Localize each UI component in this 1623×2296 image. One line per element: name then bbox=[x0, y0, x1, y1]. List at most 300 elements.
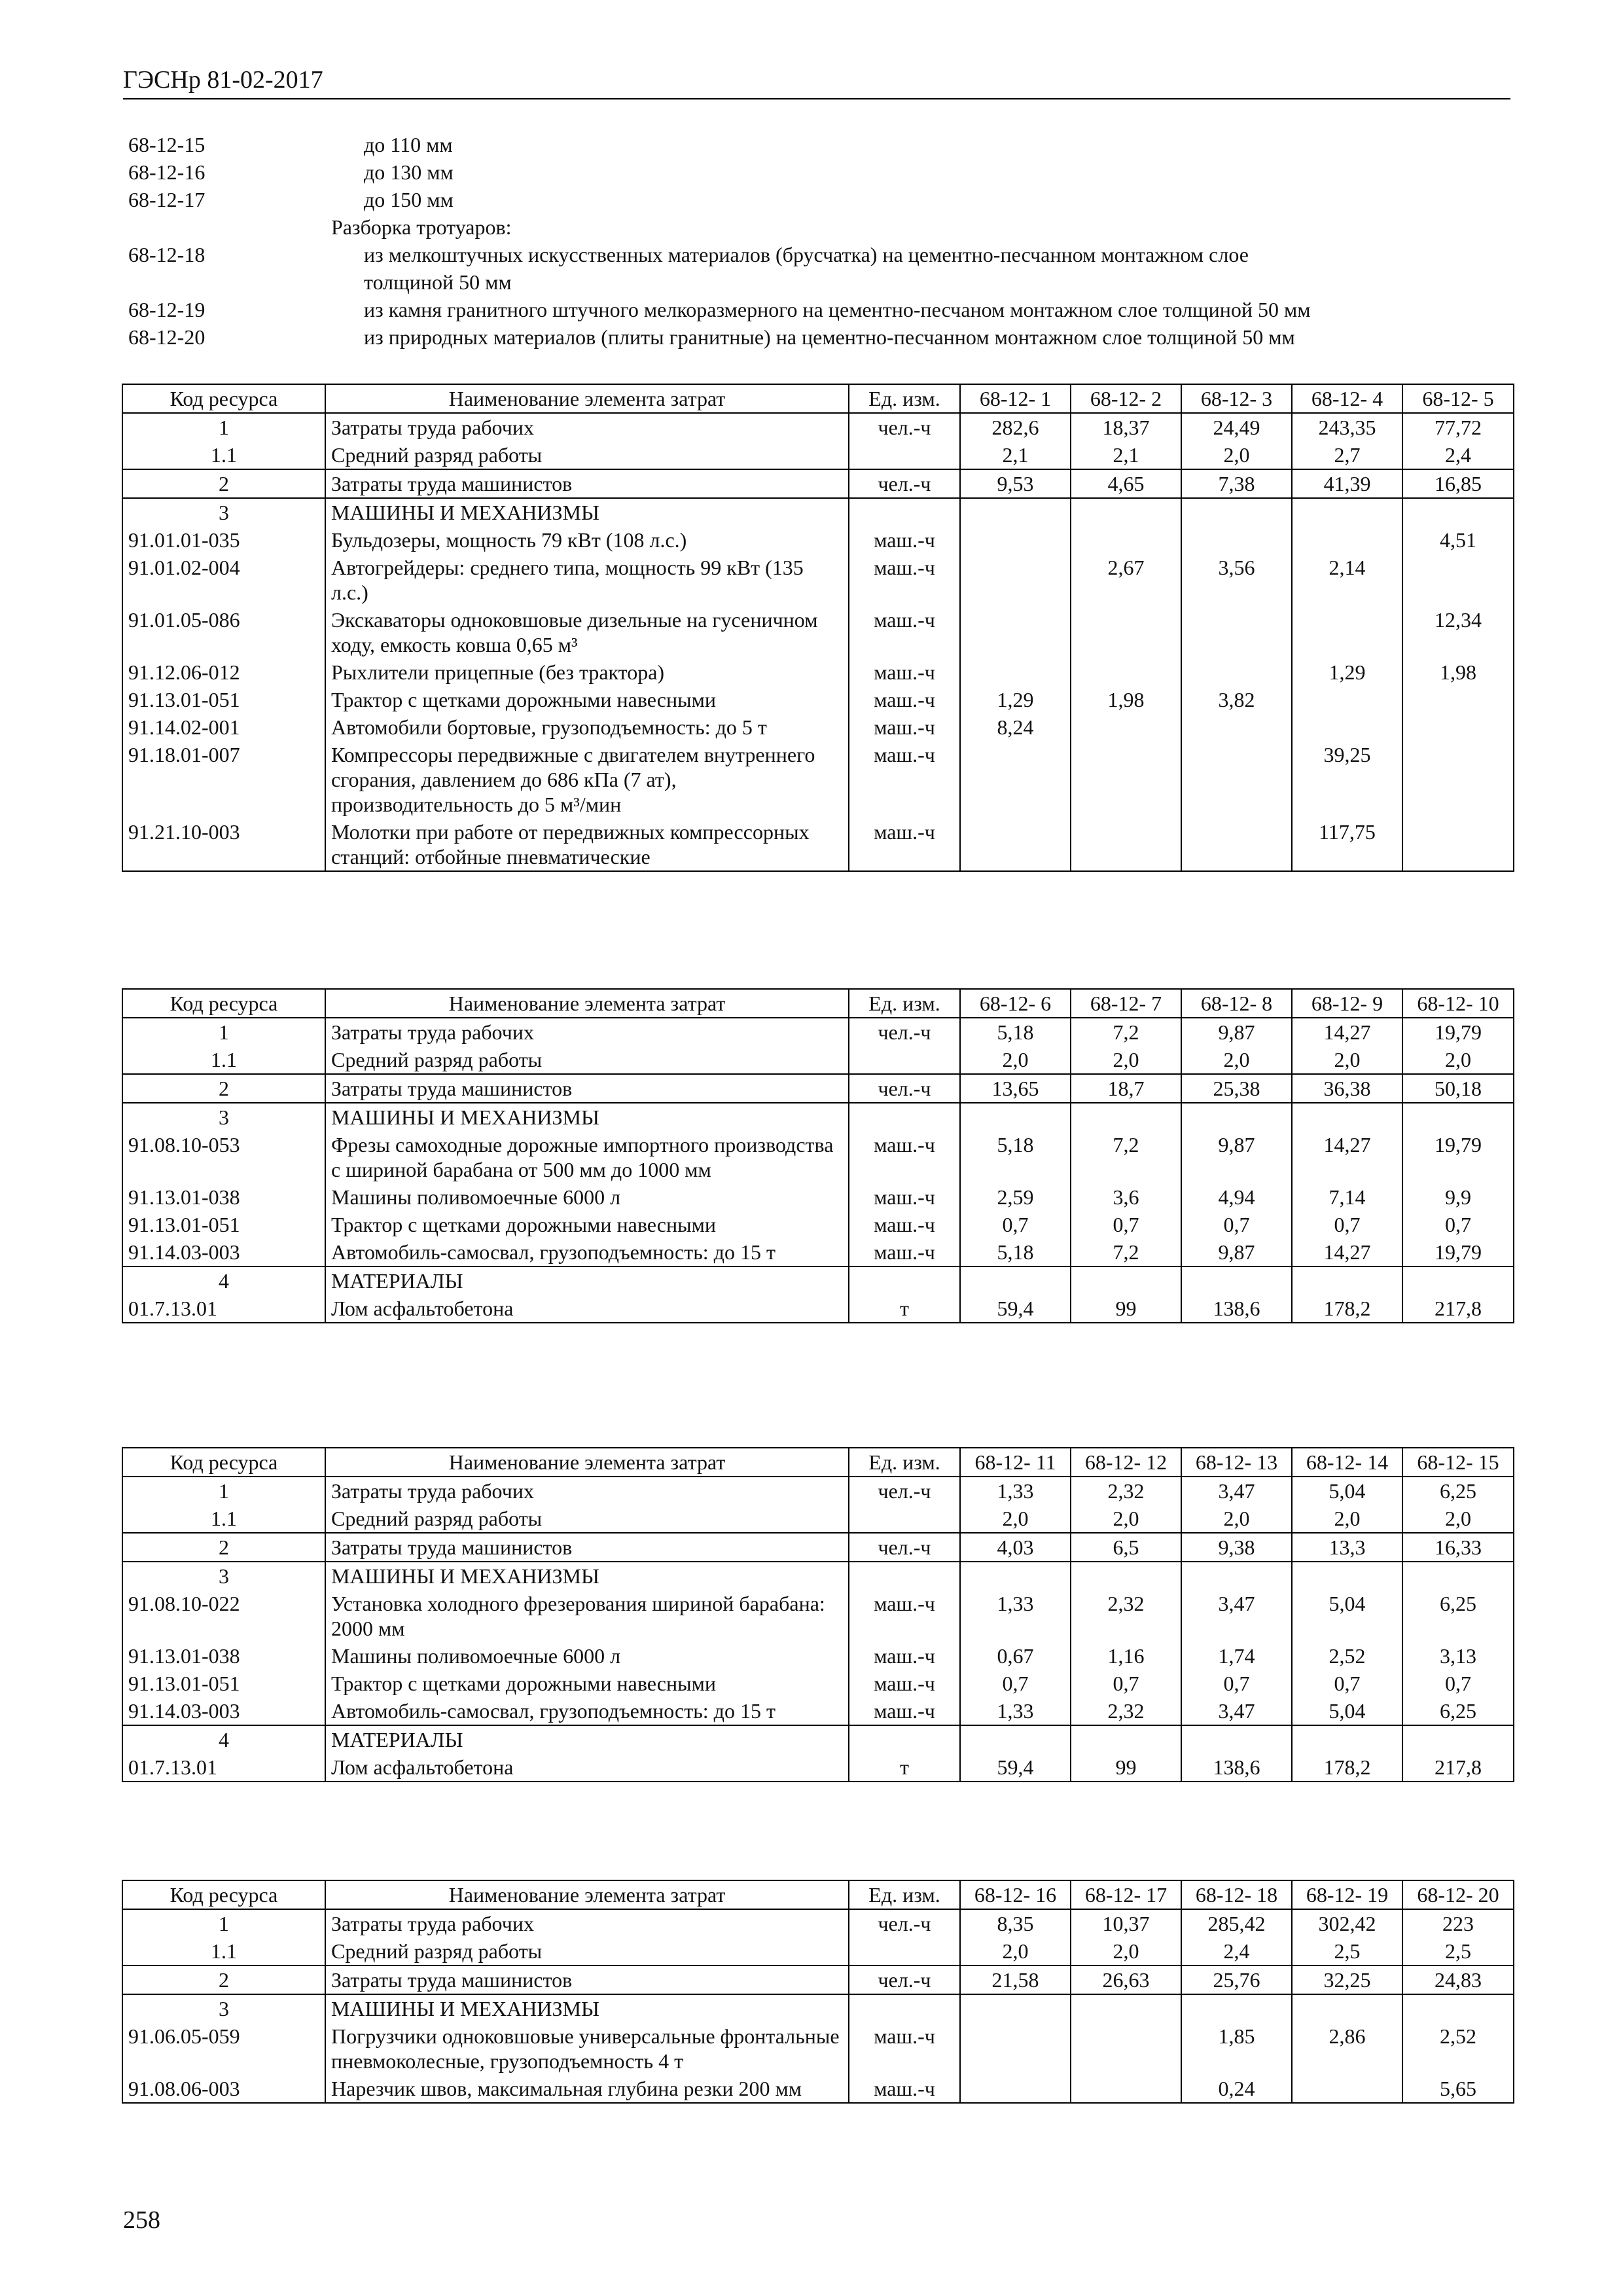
norm-value bbox=[1071, 1725, 1181, 1753]
norm-value: 13,3 bbox=[1292, 1533, 1402, 1562]
header-code: Код ресурса bbox=[122, 384, 325, 413]
resource-code: 91.12.06-012 bbox=[122, 658, 325, 686]
norm-value bbox=[1181, 1562, 1292, 1590]
norm-value: 14,27 bbox=[1292, 1238, 1402, 1266]
norm-value: 282,6 bbox=[960, 413, 1071, 441]
norm-value bbox=[1402, 713, 1514, 741]
resource-code: 91.08.10-053 bbox=[122, 1131, 325, 1183]
unit: т bbox=[849, 1753, 960, 1782]
table-row bbox=[122, 1642, 1514, 1670]
resource-name: Затраты труда рабочих bbox=[325, 1477, 849, 1505]
norm-value bbox=[960, 658, 1071, 686]
norm-value bbox=[960, 2075, 1071, 2103]
resource-name: Затраты труда рабочих bbox=[325, 1909, 849, 1937]
norm-value: 2,52 bbox=[1292, 1642, 1402, 1670]
table-row bbox=[122, 1753, 1514, 1782]
norm-value: 99 bbox=[1071, 1295, 1181, 1323]
table-row bbox=[122, 713, 1514, 741]
resource-name: Затраты труда машинистов bbox=[325, 1965, 849, 1994]
norm-value bbox=[1181, 1103, 1292, 1131]
table-row bbox=[122, 606, 1514, 658]
resource-name: Затраты труда рабочих bbox=[325, 1018, 849, 1046]
table-row bbox=[122, 1266, 1514, 1295]
norm-value: 1,29 bbox=[960, 686, 1071, 713]
norm-value: 2,32 bbox=[1071, 1477, 1181, 1505]
norm-value: 138,6 bbox=[1181, 1753, 1292, 1782]
resource-name: Автомобиль-самосвал, грузоподъемность: до 15 т bbox=[325, 1697, 849, 1725]
norm-value bbox=[1181, 658, 1292, 686]
norm-value: 7,38 bbox=[1181, 469, 1292, 498]
norm-value: 2,32 bbox=[1071, 1697, 1181, 1725]
intro-code: 68-12-16 bbox=[128, 160, 205, 184]
table-row bbox=[122, 1046, 1514, 1074]
header-norm-code: 68-12- 12 bbox=[1071, 1448, 1181, 1477]
norm-value: 1,85 bbox=[1181, 2022, 1292, 2075]
table-row bbox=[122, 2075, 1514, 2103]
header-norm-code: 68-12- 11 bbox=[960, 1448, 1071, 1477]
header-norm-code: 68-12- 1 bbox=[960, 384, 1071, 413]
resource-code: 91.13.01-051 bbox=[122, 1211, 325, 1238]
resource-code: 91.01.01-035 bbox=[122, 526, 325, 554]
unit: маш.-ч bbox=[849, 606, 960, 658]
resource-code: 91.13.01-038 bbox=[122, 1183, 325, 1211]
table-row bbox=[122, 1909, 1514, 1937]
unit bbox=[849, 1725, 960, 1753]
unit bbox=[849, 1562, 960, 1590]
header-norm-code: 68-12- 18 bbox=[1181, 1880, 1292, 1909]
header-name: Наименование элемента затрат bbox=[325, 1880, 849, 1909]
resource-code: 91.18.01-007 bbox=[122, 741, 325, 818]
norm-value: 2,4 bbox=[1402, 441, 1514, 469]
table-row bbox=[122, 526, 1514, 554]
table-row bbox=[122, 741, 1514, 818]
unit: чел.-ч bbox=[849, 1018, 960, 1046]
norm-value bbox=[1402, 554, 1514, 606]
norm-value: 25,38 bbox=[1181, 1074, 1292, 1103]
resource-table-2 bbox=[122, 988, 1514, 1323]
resource-table-4 bbox=[122, 1880, 1514, 2104]
norm-value: 19,79 bbox=[1402, 1131, 1514, 1183]
resource-table-1 bbox=[122, 384, 1514, 872]
unit: маш.-ч bbox=[849, 2022, 960, 2075]
table-row bbox=[122, 1533, 1514, 1562]
resource-name: Трактор с щетками дорожными навесными bbox=[325, 1211, 849, 1238]
norm-value bbox=[1181, 1994, 1292, 2022]
resource-name: Затраты труда машинистов bbox=[325, 469, 849, 498]
norm-value: 2,1 bbox=[1071, 441, 1181, 469]
norm-value: 2,0 bbox=[960, 1937, 1071, 1965]
norm-value bbox=[1181, 606, 1292, 658]
norm-value: 50,18 bbox=[1402, 1074, 1514, 1103]
norm-value: 178,2 bbox=[1292, 1753, 1402, 1782]
resource-name: Установка холодного фрезерования шириной барабана: 2000 мм bbox=[325, 1590, 849, 1642]
norm-value bbox=[960, 554, 1071, 606]
resource-code: 91.06.05-059 bbox=[122, 2022, 325, 2075]
resource-name: Лом асфальтобетона bbox=[325, 1295, 849, 1323]
table-row bbox=[122, 1562, 1514, 1590]
norm-value: 7,14 bbox=[1292, 1183, 1402, 1211]
norm-value: 2,86 bbox=[1292, 2022, 1402, 2075]
resource-name: Автомобиль-самосвал, грузоподъемность: до 15 т bbox=[325, 1238, 849, 1266]
norm-value: 1,98 bbox=[1071, 686, 1181, 713]
norm-value: 1,74 bbox=[1181, 1642, 1292, 1670]
table-row bbox=[122, 1937, 1514, 1965]
norm-value bbox=[1292, 498, 1402, 526]
norm-value: 178,2 bbox=[1292, 1295, 1402, 1323]
norm-value: 14,27 bbox=[1292, 1018, 1402, 1046]
norm-value: 32,25 bbox=[1292, 1965, 1402, 1994]
header-norm-code: 68-12- 2 bbox=[1071, 384, 1181, 413]
norm-value bbox=[1071, 741, 1181, 818]
norm-value: 8,24 bbox=[960, 713, 1071, 741]
intro-item bbox=[128, 131, 1522, 158]
resource-name: Бульдозеры, мощность 79 кВт (108 л.с.) bbox=[325, 526, 849, 554]
norm-value bbox=[1071, 526, 1181, 554]
resource-name: МАТЕРИАЛЫ bbox=[325, 1725, 849, 1753]
resource-code: 3 bbox=[122, 1103, 325, 1131]
resource-name: МАШИНЫ И МЕХАНИЗМЫ bbox=[325, 1103, 849, 1131]
resource-code: 1.1 bbox=[122, 1505, 325, 1533]
intro-text: до 130 мм bbox=[364, 160, 454, 184]
norm-value: 1,16 bbox=[1071, 1642, 1181, 1670]
intro-item bbox=[128, 186, 1522, 213]
norm-value: 5,18 bbox=[960, 1131, 1071, 1183]
resource-name: МАШИНЫ И МЕХАНИЗМЫ bbox=[325, 1994, 849, 2022]
unit: чел.-ч bbox=[849, 1909, 960, 1937]
norm-value bbox=[1402, 1725, 1514, 1753]
resource-name: Затраты труда машинистов bbox=[325, 1074, 849, 1103]
norm-value: 9,53 bbox=[960, 469, 1071, 498]
norm-value: 2,14 bbox=[1292, 554, 1402, 606]
unit: маш.-ч bbox=[849, 1697, 960, 1725]
unit: маш.-ч bbox=[849, 1238, 960, 1266]
norm-value bbox=[1292, 526, 1402, 554]
resource-code: 2 bbox=[122, 1074, 325, 1103]
header-code: Код ресурса bbox=[122, 989, 325, 1018]
norm-value: 18,37 bbox=[1071, 413, 1181, 441]
norm-value: 99 bbox=[1071, 1753, 1181, 1782]
norm-value: 7,2 bbox=[1071, 1018, 1181, 1046]
norm-value: 0,7 bbox=[1292, 1211, 1402, 1238]
norm-value: 0,7 bbox=[1292, 1670, 1402, 1697]
norm-value: 18,7 bbox=[1071, 1074, 1181, 1103]
norm-value: 24,49 bbox=[1181, 413, 1292, 441]
unit: маш.-ч bbox=[849, 526, 960, 554]
unit: т bbox=[849, 1295, 960, 1323]
norm-value: 59,4 bbox=[960, 1295, 1071, 1323]
norm-value: 2,7 bbox=[1292, 441, 1402, 469]
norm-value: 5,04 bbox=[1292, 1477, 1402, 1505]
intro-text: до 110 мм bbox=[364, 133, 453, 156]
norm-value bbox=[1071, 498, 1181, 526]
resource-name: Средний разряд работы bbox=[325, 1937, 849, 1965]
resource-code: 2 bbox=[122, 469, 325, 498]
norm-value bbox=[1292, 1725, 1402, 1753]
norm-value: 8,35 bbox=[960, 1909, 1071, 1937]
header-name: Наименование элемента затрат bbox=[325, 989, 849, 1018]
norm-value: 1,98 bbox=[1402, 658, 1514, 686]
unit: маш.-ч bbox=[849, 1590, 960, 1642]
norm-value: 9,87 bbox=[1181, 1018, 1292, 1046]
norm-value: 5,04 bbox=[1292, 1590, 1402, 1642]
norm-value bbox=[1181, 818, 1292, 871]
norm-value bbox=[1071, 1994, 1181, 2022]
norm-value: 13,65 bbox=[960, 1074, 1071, 1103]
resource-code: 91.14.02-001 bbox=[122, 713, 325, 741]
header-norm-code: 68-12- 16 bbox=[960, 1880, 1071, 1909]
norm-value bbox=[1071, 1266, 1181, 1295]
norm-value: 2,52 bbox=[1402, 2022, 1514, 2075]
norm-value bbox=[1181, 713, 1292, 741]
norm-value bbox=[1071, 606, 1181, 658]
resource-code: 2 bbox=[122, 1965, 325, 1994]
table-header-row bbox=[122, 989, 1514, 1018]
norm-value bbox=[1402, 1266, 1514, 1295]
resource-code: 91.13.01-038 bbox=[122, 1642, 325, 1670]
resource-code: 91.13.01-051 bbox=[122, 1670, 325, 1697]
resource-name: Компрессоры передвижные с двигателем внутреннего сгорания, давлением до 686 кПа (7 ат), производительность до 5 м³/мин bbox=[325, 741, 849, 818]
intro-item bbox=[128, 296, 1522, 323]
norm-value: 2,4 bbox=[1181, 1937, 1292, 1965]
resource-name: Рыхлители прицепные (без трактора) bbox=[325, 658, 849, 686]
norm-value: 3,6 bbox=[1071, 1183, 1181, 1211]
table-row bbox=[122, 1725, 1514, 1753]
norm-value: 6,25 bbox=[1402, 1477, 1514, 1505]
norm-value: 0,7 bbox=[1071, 1211, 1181, 1238]
norm-value: 2,0 bbox=[1402, 1046, 1514, 1074]
norm-value bbox=[1071, 818, 1181, 871]
norm-value bbox=[960, 606, 1071, 658]
norm-value: 0,67 bbox=[960, 1642, 1071, 1670]
resource-name: МАШИНЫ И МЕХАНИЗМЫ bbox=[325, 1562, 849, 1590]
norm-value: 2,32 bbox=[1071, 1590, 1181, 1642]
intro-subheading: Разборка тротуаров: bbox=[331, 215, 512, 239]
norm-value bbox=[1292, 1994, 1402, 2022]
norm-value: 3,47 bbox=[1181, 1477, 1292, 1505]
norm-value: 2,0 bbox=[960, 1505, 1071, 1533]
header-unit: Ед. изм. bbox=[849, 384, 960, 413]
norm-value: 7,2 bbox=[1071, 1238, 1181, 1266]
resource-code: 01.7.13.01 bbox=[122, 1753, 325, 1782]
intro-item bbox=[128, 323, 1522, 351]
norm-value bbox=[960, 1562, 1071, 1590]
header-norm-code: 68-12- 15 bbox=[1402, 1448, 1514, 1477]
norm-value: 0,7 bbox=[1181, 1211, 1292, 1238]
table-row bbox=[122, 1697, 1514, 1725]
unit: маш.-ч bbox=[849, 1670, 960, 1697]
norm-value: 9,87 bbox=[1181, 1131, 1292, 1183]
norm-value bbox=[1292, 606, 1402, 658]
header-divider bbox=[123, 98, 1510, 99]
norm-value bbox=[1181, 1725, 1292, 1753]
resource-name: Затраты труда машинистов bbox=[325, 1533, 849, 1562]
norm-value: 2,0 bbox=[1071, 1046, 1181, 1074]
norm-value bbox=[1402, 741, 1514, 818]
norm-value bbox=[960, 1725, 1071, 1753]
unit: чел.-ч bbox=[849, 1965, 960, 1994]
unit: маш.-ч bbox=[849, 1183, 960, 1211]
norm-value: 6,5 bbox=[1071, 1533, 1181, 1562]
norm-value: 4,51 bbox=[1402, 526, 1514, 554]
table-row bbox=[122, 1965, 1514, 1994]
table-row bbox=[122, 441, 1514, 469]
resource-code: 4 bbox=[122, 1266, 325, 1295]
norm-value: 117,75 bbox=[1292, 818, 1402, 871]
norm-value: 1,33 bbox=[960, 1477, 1071, 1505]
norm-value: 21,58 bbox=[960, 1965, 1071, 1994]
norm-value: 3,13 bbox=[1402, 1642, 1514, 1670]
resource-name: Средний разряд работы bbox=[325, 1046, 849, 1074]
resource-code: 91.13.01-051 bbox=[122, 686, 325, 713]
resource-code: 3 bbox=[122, 1994, 325, 2022]
resource-name: Средний разряд работы bbox=[325, 441, 849, 469]
norm-value bbox=[1402, 686, 1514, 713]
norm-value: 285,42 bbox=[1181, 1909, 1292, 1937]
table-row bbox=[122, 413, 1514, 441]
table-row bbox=[122, 1074, 1514, 1103]
resource-code: 3 bbox=[122, 1562, 325, 1590]
intro-code: 68-12-19 bbox=[128, 298, 205, 321]
header-code: Код ресурса bbox=[122, 1448, 325, 1477]
resource-name: Экскаваторы одноковшовые дизельные на гусеничном ходу, емкость ковша 0,65 м³ bbox=[325, 606, 849, 658]
norm-value: 217,8 bbox=[1402, 1753, 1514, 1782]
intro-item bbox=[128, 158, 1522, 186]
norm-value: 4,94 bbox=[1181, 1183, 1292, 1211]
table-header-row bbox=[122, 1880, 1514, 1909]
header-norm-code: 68-12- 14 bbox=[1292, 1448, 1402, 1477]
norm-value: 5,65 bbox=[1402, 2075, 1514, 2103]
unit: маш.-ч bbox=[849, 1211, 960, 1238]
norm-value: 3,47 bbox=[1181, 1590, 1292, 1642]
norm-value: 2,0 bbox=[1181, 441, 1292, 469]
table-row bbox=[122, 2022, 1514, 2075]
header-norm-code: 68-12- 13 bbox=[1181, 1448, 1292, 1477]
unit bbox=[849, 1505, 960, 1533]
unit bbox=[849, 1994, 960, 2022]
header-code: Код ресурса bbox=[122, 1880, 325, 1909]
norm-value: 2,67 bbox=[1071, 554, 1181, 606]
norm-value bbox=[960, 526, 1071, 554]
table-row bbox=[122, 1505, 1514, 1533]
norm-value: 5,04 bbox=[1292, 1697, 1402, 1725]
resource-code: 1 bbox=[122, 1477, 325, 1505]
table-row bbox=[122, 469, 1514, 498]
norm-value: 19,79 bbox=[1402, 1238, 1514, 1266]
unit: маш.-ч bbox=[849, 554, 960, 606]
norm-value bbox=[1071, 2022, 1181, 2075]
resource-code: 1 bbox=[122, 1018, 325, 1046]
header-norm-code: 68-12- 7 bbox=[1071, 989, 1181, 1018]
norm-value: 2,0 bbox=[960, 1046, 1071, 1074]
header-norm-code: 68-12- 20 bbox=[1402, 1880, 1514, 1909]
table-row bbox=[122, 1103, 1514, 1131]
norm-value: 9,9 bbox=[1402, 1183, 1514, 1211]
norm-value: 14,27 bbox=[1292, 1131, 1402, 1183]
resource-name: Фрезы самоходные дорожные импортного производства с шириной барабана от 500 мм до 1000 мм bbox=[325, 1131, 849, 1183]
resource-code: 91.01.05-086 bbox=[122, 606, 325, 658]
norm-value: 3,47 bbox=[1181, 1697, 1292, 1725]
norm-value: 5,18 bbox=[960, 1018, 1071, 1046]
norm-value: 6,25 bbox=[1402, 1697, 1514, 1725]
resource-name: Затраты труда рабочих bbox=[325, 413, 849, 441]
resource-name: Автомобили бортовые, грузоподъемность: до 5 т bbox=[325, 713, 849, 741]
table-row bbox=[122, 1183, 1514, 1211]
norm-value: 2,0 bbox=[1292, 1046, 1402, 1074]
norm-value bbox=[1402, 818, 1514, 871]
resource-name: Трактор с щетками дорожными навесными bbox=[325, 686, 849, 713]
header-norm-code: 68-12- 19 bbox=[1292, 1880, 1402, 1909]
norm-value: 302,42 bbox=[1292, 1909, 1402, 1937]
norm-value bbox=[960, 741, 1071, 818]
resource-code: 1 bbox=[122, 1909, 325, 1937]
norm-value: 2,0 bbox=[1071, 1505, 1181, 1533]
intro-list bbox=[128, 131, 1522, 351]
norm-value bbox=[1292, 1103, 1402, 1131]
unit: маш.-ч bbox=[849, 713, 960, 741]
table-row bbox=[122, 554, 1514, 606]
unit bbox=[849, 1937, 960, 1965]
unit bbox=[849, 1266, 960, 1295]
header-unit: Ед. изм. bbox=[849, 1448, 960, 1477]
norm-value: 0,7 bbox=[960, 1211, 1071, 1238]
norm-value: 7,2 bbox=[1071, 1131, 1181, 1183]
norm-value bbox=[960, 498, 1071, 526]
norm-value: 25,76 bbox=[1181, 1965, 1292, 1994]
header-unit: Ед. изм. bbox=[849, 989, 960, 1018]
resource-name: Лом асфальтобетона bbox=[325, 1753, 849, 1782]
resource-name: Молотки при работе от передвижных компрессорных станций: отбойные пневматические bbox=[325, 818, 849, 871]
resource-name: Погрузчики одноковшовые универсальные фронтальные пневмоколесные, грузоподъемность 4 т bbox=[325, 2022, 849, 2075]
resource-code: 1.1 bbox=[122, 1046, 325, 1074]
norm-value: 0,7 bbox=[960, 1670, 1071, 1697]
norm-value: 2,0 bbox=[1292, 1505, 1402, 1533]
resource-code: 01.7.13.01 bbox=[122, 1295, 325, 1323]
table-header-row bbox=[122, 1448, 1514, 1477]
norm-value bbox=[1292, 1562, 1402, 1590]
table-row bbox=[122, 1238, 1514, 1266]
norm-value: 3,56 bbox=[1181, 554, 1292, 606]
unit: маш.-ч bbox=[849, 1131, 960, 1183]
norm-value: 2,5 bbox=[1292, 1937, 1402, 1965]
unit bbox=[849, 441, 960, 469]
table-row bbox=[122, 1131, 1514, 1183]
norm-value: 2,0 bbox=[1181, 1505, 1292, 1533]
norm-value bbox=[1402, 498, 1514, 526]
norm-value: 0,7 bbox=[1402, 1670, 1514, 1697]
header-norm-code: 68-12- 6 bbox=[960, 989, 1071, 1018]
norm-value: 16,33 bbox=[1402, 1533, 1514, 1562]
table-row bbox=[122, 1670, 1514, 1697]
norm-value bbox=[960, 1994, 1071, 2022]
norm-value bbox=[1181, 741, 1292, 818]
table-row bbox=[122, 498, 1514, 526]
norm-value: 217,8 bbox=[1402, 1295, 1514, 1323]
unit: чел.-ч bbox=[849, 413, 960, 441]
intro-text: из камня гранитного штучного мелкоразмерного на цементно-песчаном монтажном слое толщиной 50 мм bbox=[364, 298, 1311, 321]
intro-code: 68-12-17 bbox=[128, 188, 205, 211]
norm-value: 2,0 bbox=[1181, 1046, 1292, 1074]
resource-name: Нарезчик швов, максимальная глубина резки 200 мм bbox=[325, 2075, 849, 2103]
norm-value bbox=[1181, 526, 1292, 554]
norm-value: 138,6 bbox=[1181, 1295, 1292, 1323]
header-norm-code: 68-12- 10 bbox=[1402, 989, 1514, 1018]
document-code: ГЭСНр 81-02-2017 bbox=[123, 66, 323, 94]
norm-value: 2,1 bbox=[960, 441, 1071, 469]
table-row bbox=[122, 1994, 1514, 2022]
unit: маш.-ч bbox=[849, 1642, 960, 1670]
norm-value bbox=[1071, 658, 1181, 686]
resource-code: 1 bbox=[122, 413, 325, 441]
